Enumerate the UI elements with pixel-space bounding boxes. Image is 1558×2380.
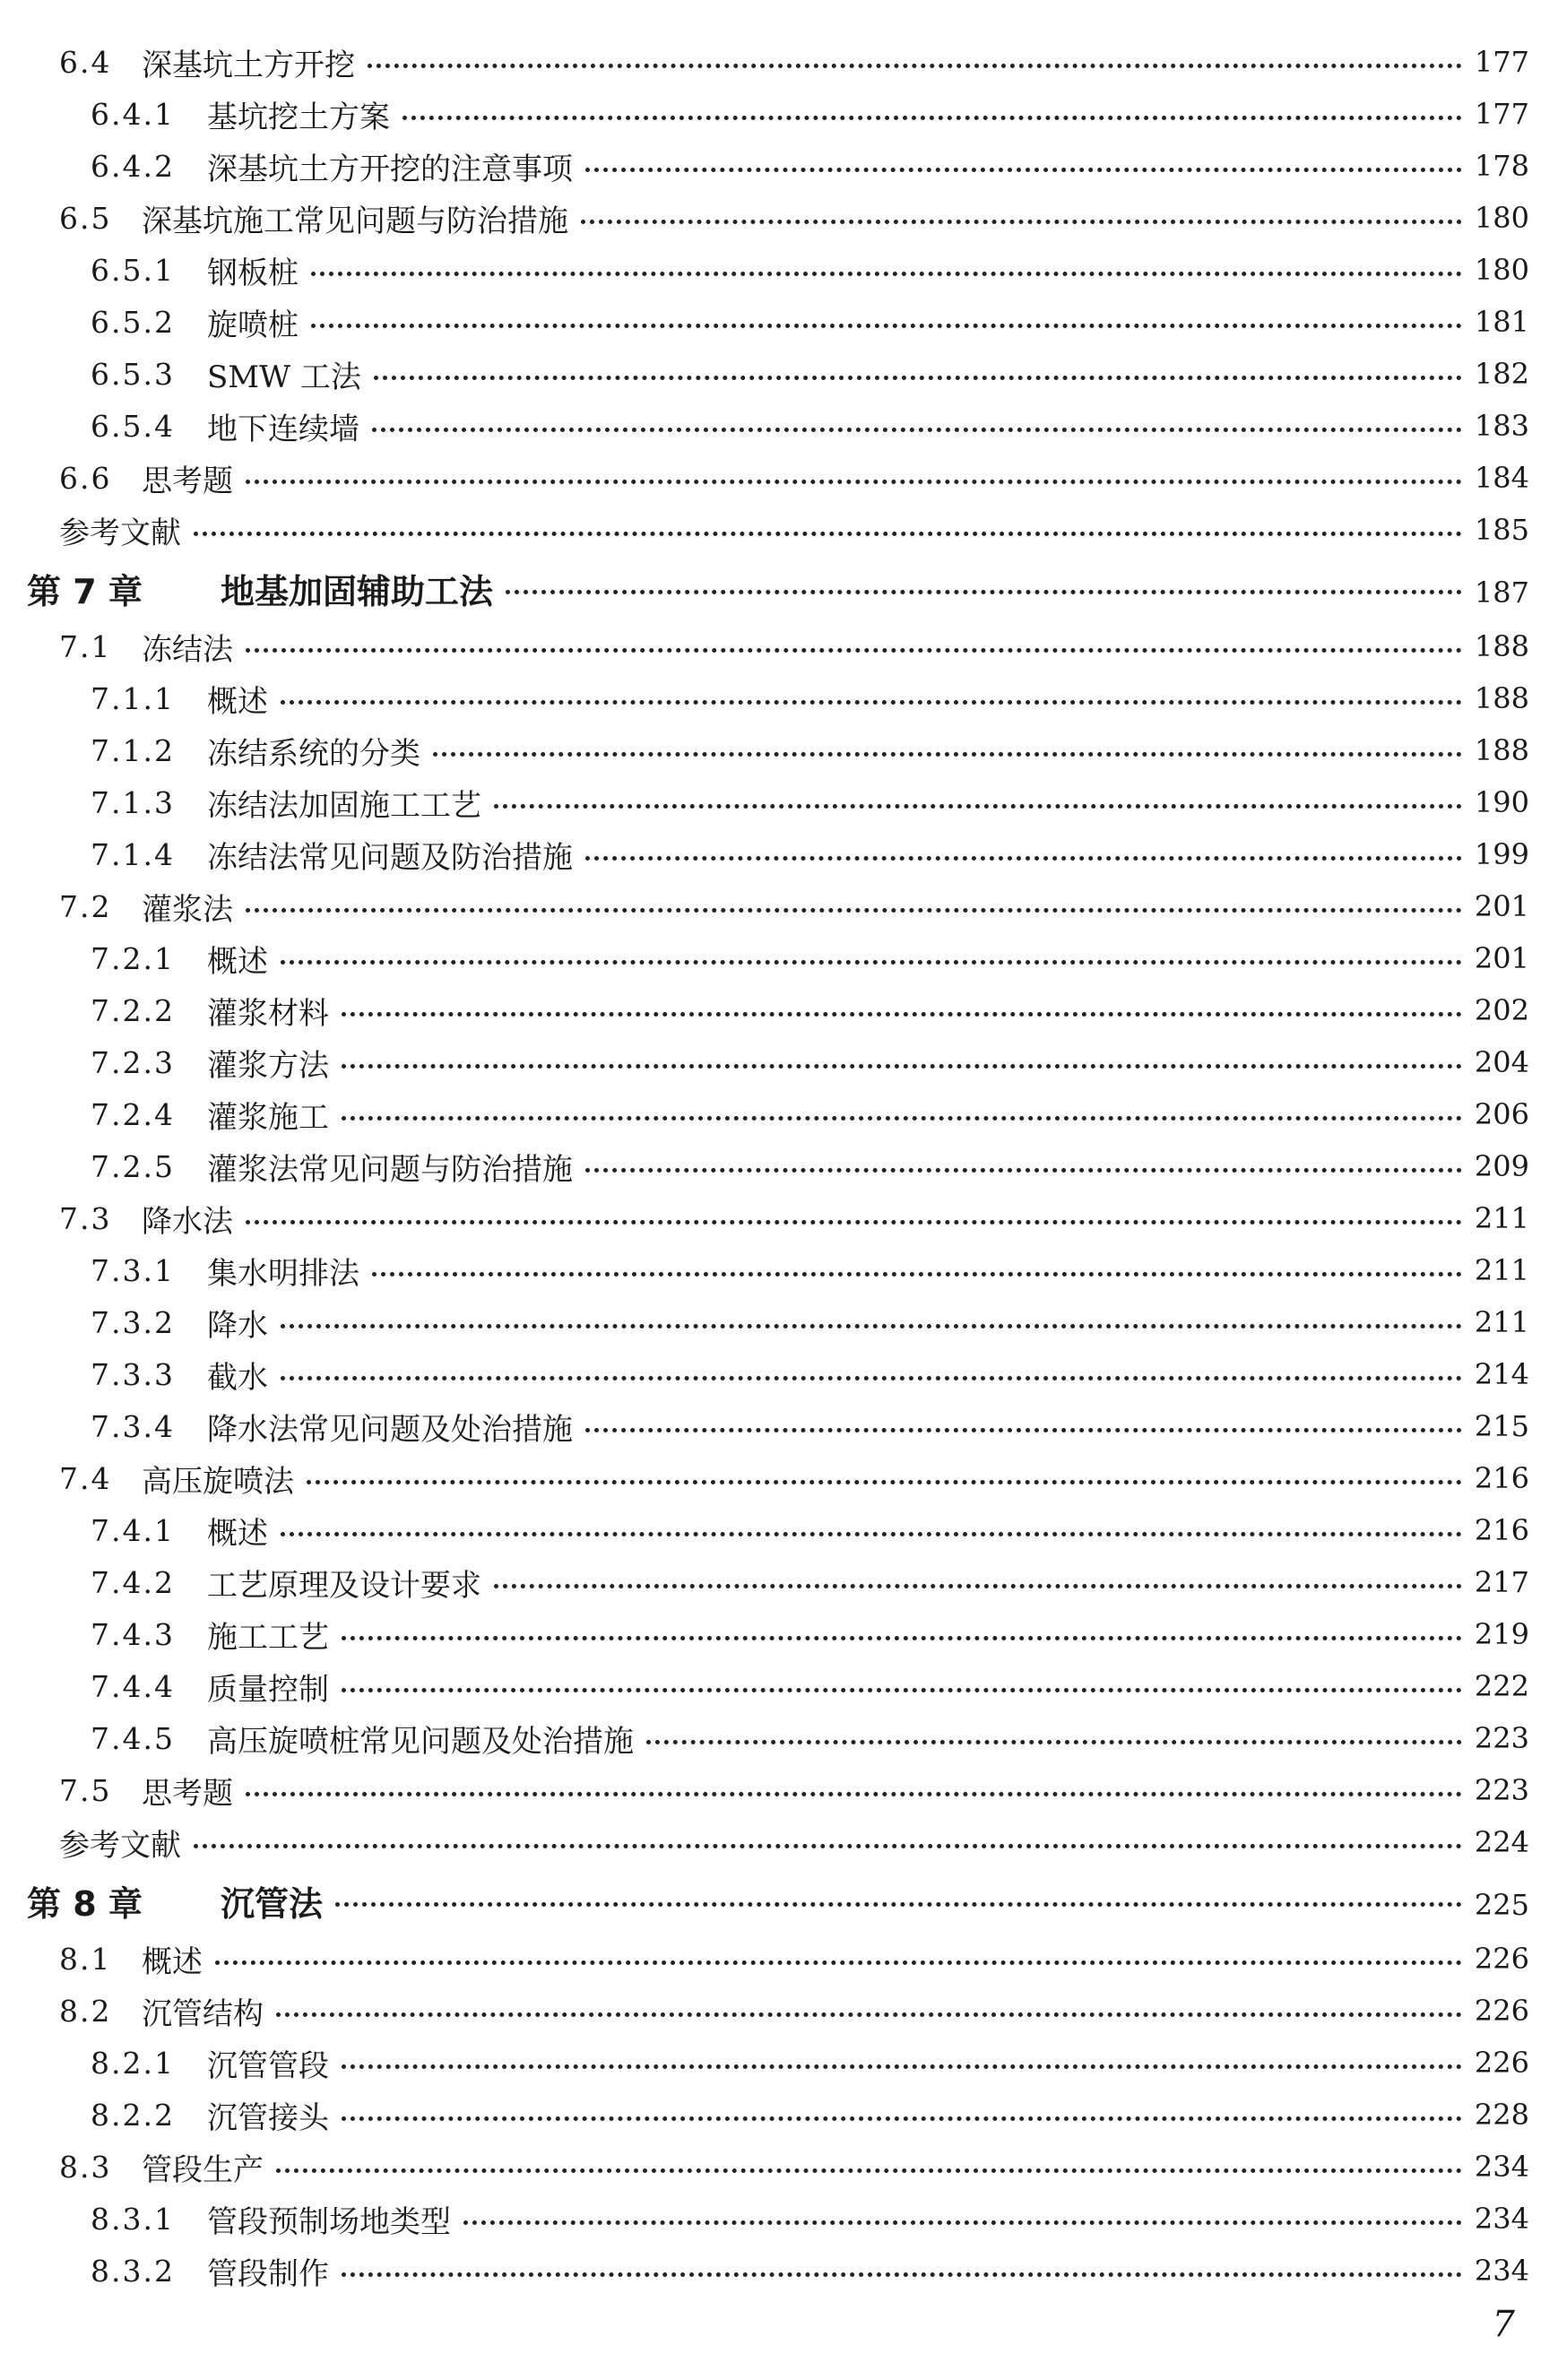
section-title: 灌浆法 — [142, 891, 233, 928]
toc-entry-row[interactable] — [0, 140, 1558, 192]
toc-entry-row[interactable] — [0, 932, 1558, 984]
toc-entry-row[interactable] — [0, 452, 1558, 504]
toc-entry-row[interactable] — [0, 1244, 1558, 1296]
toc-entry-row[interactable] — [0, 1504, 1558, 1556]
dot-leader — [374, 376, 1462, 380]
toc-entry-row[interactable] — [0, 192, 1558, 244]
section-title: 沉管结构 — [142, 1995, 264, 2032]
page-reference: 184 — [1474, 461, 1529, 495]
section-number: 7.4.3 — [91, 1616, 175, 1652]
page-reference: 211 — [1474, 1253, 1529, 1287]
dot-leader — [494, 804, 1462, 809]
section-number: 8.3 — [59, 2149, 112, 2185]
page-reference: 234 — [1474, 2202, 1529, 2236]
page-reference: 228 — [1474, 2098, 1529, 2132]
toc-entry-row[interactable] — [0, 296, 1558, 348]
toc-entry-row[interactable] — [0, 348, 1558, 400]
page-reference: 225 — [1474, 1888, 1529, 1922]
page-reference: 224 — [1474, 1825, 1529, 1859]
toc-entry-row[interactable] — [0, 1608, 1558, 1660]
section-title: 截水 — [207, 1359, 268, 1396]
section-number: 7.3.3 — [91, 1356, 175, 1392]
dot-leader — [494, 1584, 1462, 1588]
section-title: 概述 — [207, 1515, 268, 1552]
section-number: 7.4.4 — [91, 1668, 175, 1704]
page-reference: 234 — [1474, 2150, 1529, 2184]
page-reference: 209 — [1474, 1149, 1529, 1183]
page-reference: 185 — [1474, 513, 1529, 547]
toc-entry-row[interactable] — [0, 504, 1558, 556]
dot-leader — [402, 116, 1462, 120]
page-reference: 204 — [1474, 1045, 1529, 1079]
page-reference: 177 — [1474, 97, 1529, 131]
table-of-contents — [0, 36, 1558, 2297]
chapter-title: 地基加固辅助工法 — [221, 571, 494, 611]
toc-entry-row[interactable] — [0, 724, 1558, 776]
section-number: 7.2.1 — [91, 940, 175, 976]
page-reference: 226 — [1474, 1942, 1529, 1976]
section-title: 概述 — [142, 1943, 203, 1980]
section-number: 7.1 — [59, 628, 112, 664]
page-reference: 183 — [1474, 409, 1529, 443]
toc-entry-row[interactable] — [0, 672, 1558, 724]
toc-entry-row[interactable] — [0, 1088, 1558, 1140]
page-reference: 216 — [1474, 1513, 1529, 1547]
section-number: 7.2.4 — [91, 1096, 175, 1132]
toc-entry-row[interactable] — [0, 1816, 1558, 1868]
page-reference: 211 — [1474, 1201, 1529, 1235]
dot-leader — [281, 1376, 1462, 1380]
page-reference: 211 — [1474, 1305, 1529, 1339]
dot-leader — [311, 272, 1462, 276]
section-number: 7.3.2 — [91, 1304, 175, 1340]
section-title: 灌浆材料 — [207, 995, 329, 1032]
section-number: 7.1.2 — [91, 732, 175, 768]
page-reference: 180 — [1474, 253, 1529, 287]
toc-entry-row[interactable] — [0, 1192, 1558, 1244]
dot-leader — [342, 1636, 1462, 1640]
toc-entry-row[interactable] — [0, 2089, 1558, 2141]
toc-entry-row[interactable] — [0, 1933, 1558, 1985]
dot-leader — [281, 700, 1462, 705]
section-number: 6.4.2 — [91, 148, 175, 184]
section-number: 6.5.1 — [91, 252, 175, 288]
section-title: SMW 工法 — [207, 359, 361, 395]
section-number: 6.4.1 — [91, 96, 175, 132]
dot-leader — [194, 532, 1462, 536]
toc-chapter-row[interactable] — [0, 1868, 1558, 1933]
toc-entry-row[interactable] — [0, 2037, 1558, 2089]
section-title: 高压旋喷法 — [142, 1463, 294, 1500]
toc-entry-row[interactable] — [0, 1556, 1558, 1608]
toc-entry-row[interactable] — [0, 1140, 1558, 1192]
dot-leader — [506, 590, 1462, 594]
section-title: 管段生产 — [142, 2151, 264, 2188]
page-reference: 214 — [1474, 1357, 1529, 1391]
section-title: 灌浆法常见问题与防治措施 — [207, 1151, 573, 1188]
page-reference: 181 — [1474, 305, 1529, 339]
toc-entry-row[interactable] — [0, 88, 1558, 140]
section-number: 7.4.2 — [91, 1564, 175, 1600]
page-reference: 223 — [1474, 1773, 1529, 1807]
dot-leader — [585, 1168, 1462, 1173]
section-number: 7.1.1 — [91, 680, 175, 716]
section-title: 概述 — [207, 943, 268, 980]
page-reference: 216 — [1474, 1461, 1529, 1495]
page-reference: 190 — [1474, 785, 1529, 819]
dot-leader — [311, 324, 1462, 328]
section-number: 6.5.2 — [91, 304, 175, 340]
section-number: 7.2.3 — [91, 1044, 175, 1080]
section-title: 管段预制场地类型 — [207, 2203, 451, 2240]
section-title: 沉管管段 — [207, 2047, 329, 2084]
dot-leader — [307, 1480, 1462, 1484]
page-reference: 201 — [1474, 889, 1529, 923]
section-number: 7.4.1 — [91, 1512, 175, 1548]
page-reference: 178 — [1474, 149, 1529, 183]
section-title: 冻结法加固施工工艺 — [207, 787, 481, 824]
section-title: 降水法 — [142, 1203, 233, 1240]
dot-leader — [585, 856, 1462, 861]
page-reference: 188 — [1474, 681, 1529, 715]
dot-leader — [335, 1902, 1462, 1907]
section-number: 7.2 — [59, 888, 112, 924]
section-title: 管段制作 — [207, 2255, 329, 2292]
dot-leader — [246, 1792, 1462, 1796]
page-reference: 187 — [1474, 576, 1529, 610]
dot-leader — [342, 2272, 1462, 2277]
section-title: 思考题 — [142, 1775, 233, 1812]
section-title: 工艺原理及设计要求 — [207, 1567, 481, 1604]
dot-leader — [342, 1688, 1462, 1692]
chapter-number: 第 7 章 — [27, 571, 143, 611]
section-title: 降水法常见问题及处治措施 — [207, 1411, 573, 1448]
dot-leader — [433, 752, 1462, 757]
page-reference: 188 — [1474, 629, 1529, 663]
page-reference: 180 — [1474, 201, 1529, 235]
toc-entry-row[interactable] — [0, 1764, 1558, 1816]
page-reference: 217 — [1474, 1565, 1529, 1599]
section-title: 旋喷桩 — [207, 307, 299, 343]
section-number: 7.3.1 — [91, 1252, 175, 1288]
section-number: 8.1 — [59, 1941, 112, 1977]
section-title: 质量控制 — [207, 1671, 329, 1708]
page-reference: 202 — [1474, 993, 1529, 1027]
section-title: 灌浆施工 — [207, 1099, 329, 1136]
section-number: 6.4 — [59, 44, 112, 80]
dot-leader — [246, 480, 1462, 484]
section-title: 地下连续墙 — [207, 411, 359, 447]
section-title: 沉管接头 — [207, 2099, 329, 2136]
dot-leader — [342, 1116, 1462, 1121]
page-reference: 199 — [1474, 837, 1529, 871]
section-title: 深基坑土方开挖的注意事项 — [207, 151, 573, 187]
dot-leader — [463, 2220, 1462, 2225]
dot-leader — [281, 1532, 1462, 1536]
toc-entry-row[interactable] — [0, 1452, 1558, 1504]
section-title: 基坑挖土方案 — [207, 99, 390, 135]
section-title: 灌浆方法 — [207, 1047, 329, 1084]
dot-leader — [194, 1844, 1462, 1848]
section-title: 集水明排法 — [207, 1255, 359, 1292]
dot-leader — [342, 2116, 1462, 2121]
toc-entry-row[interactable] — [0, 2245, 1558, 2297]
section-number: 6.5 — [59, 200, 112, 236]
section-number: 7.1.3 — [91, 784, 175, 820]
section-number: 8.2.2 — [91, 2097, 175, 2133]
dot-leader — [215, 1960, 1462, 1965]
dot-leader — [372, 428, 1462, 432]
dot-leader — [342, 1012, 1462, 1017]
section-number: 7.1.4 — [91, 836, 175, 872]
dot-leader — [342, 1064, 1462, 1069]
toc-entry-row[interactable] — [0, 36, 1558, 88]
section-title: 参考文献 — [59, 515, 181, 551]
dot-leader — [368, 64, 1462, 68]
dot-leader — [585, 1428, 1462, 1432]
page-reference: 226 — [1474, 1994, 1529, 2028]
section-number: 8.2 — [59, 1993, 112, 2029]
dot-leader — [342, 2064, 1462, 2069]
page-reference: 201 — [1474, 941, 1529, 975]
toc-entry-row[interactable] — [0, 2193, 1558, 2245]
section-number: 7.4.5 — [91, 1720, 175, 1756]
section-number: 8.3.1 — [91, 2201, 175, 2237]
chapter-number: 第 8 章 — [27, 1883, 143, 1924]
page-reference: 222 — [1474, 1669, 1529, 1703]
dot-leader — [281, 960, 1462, 965]
page-number: 7 — [1492, 2304, 1515, 2345]
page-reference: 219 — [1474, 1617, 1529, 1651]
toc-entry-row[interactable] — [0, 776, 1558, 828]
section-title: 高压旋喷桩常见问题及处治措施 — [207, 1723, 634, 1760]
toc-entry-row[interactable] — [0, 244, 1558, 296]
section-number: 7.4 — [59, 1460, 112, 1496]
section-title: 施工工艺 — [207, 1619, 329, 1656]
dot-leader — [646, 1740, 1462, 1744]
toc-entry-row[interactable] — [0, 400, 1558, 452]
section-title: 钢板桩 — [207, 255, 299, 291]
page-reference: 226 — [1474, 2046, 1529, 2080]
page-reference: 177 — [1474, 45, 1529, 79]
dot-leader — [276, 2012, 1462, 2017]
section-title: 思考题 — [142, 463, 233, 499]
page-reference: 188 — [1474, 733, 1529, 767]
dot-leader — [246, 908, 1462, 913]
dot-leader — [281, 1324, 1462, 1328]
dot-leader — [276, 2168, 1462, 2173]
toc-entry-row[interactable] — [0, 1348, 1558, 1400]
page-reference: 206 — [1474, 1097, 1529, 1131]
section-number: 8.2.1 — [91, 2045, 175, 2081]
section-number: 7.3 — [59, 1200, 112, 1236]
toc-entry-row[interactable] — [0, 1985, 1558, 2037]
toc-entry-row[interactable] — [0, 1036, 1558, 1088]
section-number: 6.5.4 — [91, 408, 175, 444]
section-number: 6.6 — [59, 460, 112, 496]
section-title: 概述 — [207, 683, 268, 720]
section-title: 深基坑土方开挖 — [142, 47, 355, 83]
section-number: 7.2.5 — [91, 1148, 175, 1184]
dot-leader — [372, 1272, 1462, 1277]
section-title: 深基坑施工常见问题与防治措施 — [142, 203, 568, 239]
section-title: 冻结法 — [142, 631, 233, 668]
page-reference: 215 — [1474, 1409, 1529, 1443]
page-reference: 223 — [1474, 1721, 1529, 1755]
section-number: 6.5.3 — [91, 356, 175, 392]
section-number: 7.5 — [59, 1772, 112, 1808]
section-title: 冻结法常见问题及防治措施 — [207, 839, 573, 876]
section-number: 7.2.2 — [91, 992, 175, 1028]
toc-entry-row[interactable] — [0, 1296, 1558, 1348]
dot-leader — [581, 220, 1462, 224]
toc-entry-row[interactable] — [0, 984, 1558, 1036]
dot-leader — [246, 1220, 1462, 1225]
dot-leader — [585, 168, 1462, 172]
chapter-title: 沉管法 — [221, 1883, 324, 1924]
toc-entry-row[interactable] — [0, 2141, 1558, 2193]
page-reference: 234 — [1474, 2254, 1529, 2288]
section-title: 冻结系统的分类 — [207, 735, 420, 772]
section-number: 8.3.2 — [91, 2253, 175, 2289]
section-title: 降水 — [207, 1307, 268, 1344]
dot-leader — [246, 648, 1462, 653]
toc-entry-row[interactable] — [0, 828, 1558, 880]
page-reference: 182 — [1474, 357, 1529, 391]
toc-entry-row[interactable] — [0, 1660, 1558, 1712]
section-number: 7.3.4 — [91, 1408, 175, 1444]
toc-entry-row[interactable] — [0, 1400, 1558, 1452]
section-title: 参考文献 — [59, 1827, 181, 1864]
toc-entry-row[interactable] — [0, 620, 1558, 672]
toc-chapter-row[interactable] — [0, 556, 1558, 620]
toc-entry-row[interactable] — [0, 880, 1558, 932]
toc-entry-row[interactable] — [0, 1712, 1558, 1764]
